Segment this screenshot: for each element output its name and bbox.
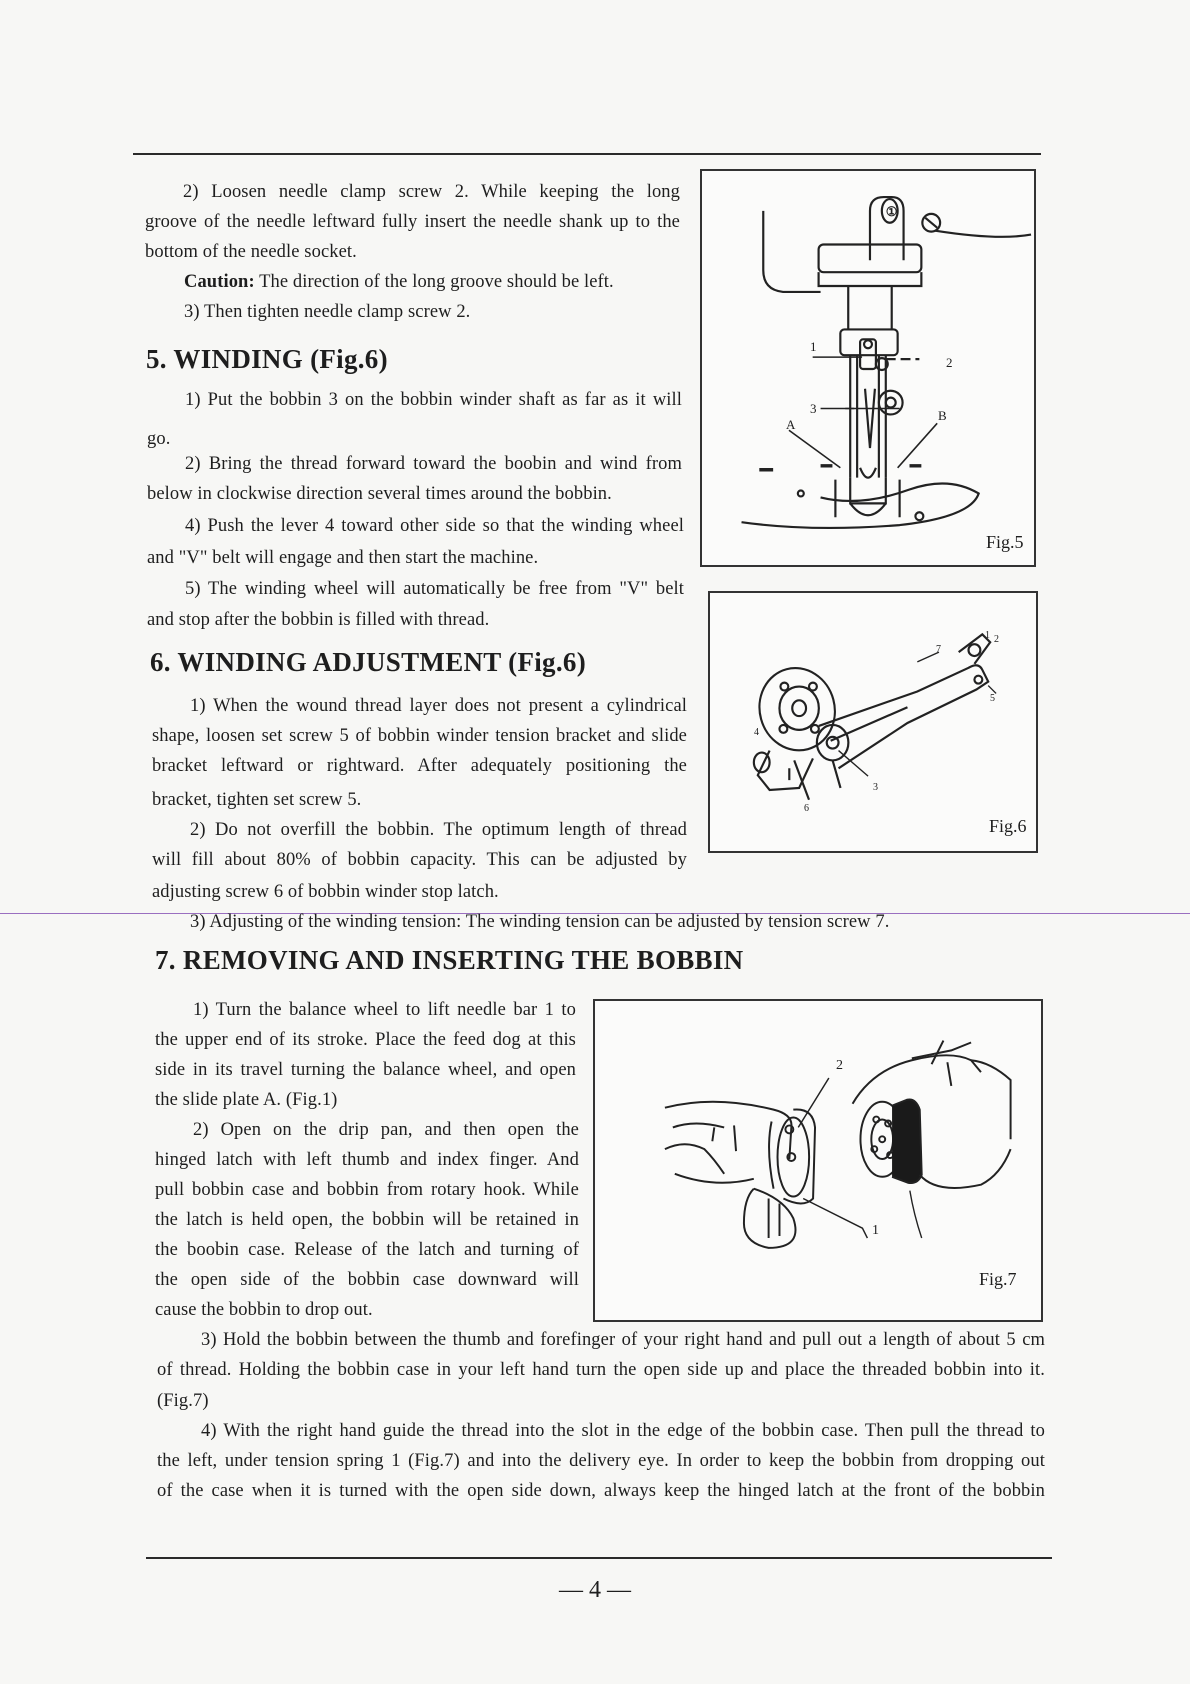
fig7-caption: Fig.7	[979, 1269, 1017, 1289]
fig6-label-2: 2	[994, 634, 999, 645]
top-rule	[133, 153, 1041, 155]
section-5-body	[147, 605, 489, 635]
text-line: 1) Put the bobbin 3 on the bobbin winder shaft as far as it will	[185, 390, 682, 410]
fig6-label-7: 7	[936, 644, 941, 655]
section-6-body	[152, 691, 687, 781]
text-line: the open side of the bobbin case downward will	[155, 1270, 579, 1290]
section-5-body	[147, 543, 538, 573]
bottom-rule	[146, 1557, 1052, 1559]
section-6-heading: 6. WINDING ADJUSTMENT (Fig.6)	[150, 647, 586, 677]
text-line: of thread. Holding the bobbin case in your left hand turn the open side up and place the threaded bobbin into it.	[157, 1360, 1045, 1380]
text-line: cause the bobbin to drop out.	[155, 1300, 373, 1320]
text-line: of the case when it is turned with the open side down, always keep the hinged latch at the front of the bobbin	[157, 1481, 1045, 1501]
text-line: side in its travel turning the balance wheel, and open	[155, 1060, 576, 1080]
text-line: below in clockwise direction several times around the bobbin.	[147, 484, 612, 504]
fig6-label-4: 4	[754, 727, 759, 738]
needle-clamp-illustration	[702, 171, 1034, 565]
caution-label: Caution:	[184, 272, 255, 292]
figure-5-needle-clamp	[700, 169, 1036, 567]
section-6-body	[190, 907, 889, 937]
text-line: 1) Turn the balance wheel to lift needle bar 1 to	[193, 1000, 576, 1020]
text-line: 2) Bring the thread forward toward the boobin and wind from	[185, 454, 682, 474]
fig6-caption: Fig.6	[989, 816, 1027, 836]
section-7-body	[155, 1115, 579, 1295]
text-line: will fill about 80% of bobbin capacity. This can be adjusted by	[152, 850, 687, 870]
text-line: 2) Loosen needle clamp screw 2. While keeping the long	[183, 182, 680, 202]
section-7-body	[155, 1295, 373, 1325]
fig7-label-1: 1	[872, 1223, 879, 1238]
text-line: the left, under tension spring 1 (Fig.7) and into the delivery eye. In order to keep the bobbin from dropping out	[157, 1451, 1045, 1471]
caution-note	[184, 267, 614, 297]
section-5-heading: 5. WINDING (Fig.6)	[146, 344, 388, 374]
section-5-line	[147, 385, 682, 415]
text-line: shape, loosen set screw 5 of bobbin winder tension bracket and slide	[152, 726, 687, 746]
needle-clamp-step-3	[184, 297, 470, 327]
fig5-label-a: A	[786, 417, 796, 432]
svg-text:①: ①	[885, 203, 898, 219]
text-line: 5) The winding wheel will automatically be free from "V" belt	[185, 579, 684, 599]
section-7-heading: 7. REMOVING AND INSERTING THE BOBBIN	[155, 945, 744, 975]
text-line: 3) Then tighten needle clamp screw 2.	[184, 302, 471, 322]
text-line: the upper end of its stroke. Place the feed dog at this	[155, 1030, 576, 1050]
fig5-label-2: 2	[946, 355, 953, 370]
text-line: the slide plate A. (Fig.1)	[155, 1090, 338, 1110]
text-line: and "V" belt will engage and then start the machine.	[147, 548, 539, 568]
section-7-wide-body	[157, 1386, 209, 1416]
section-6-body	[152, 877, 499, 907]
text-line: groove of the needle leftward fully insert the needle shank up to the	[145, 212, 680, 232]
text-line: hinged latch with left thumb and index finger. And	[155, 1150, 579, 1170]
needle-clamp-step-2-end	[145, 237, 357, 267]
text-line: 2) Open on the drip pan, and then open the	[193, 1120, 579, 1140]
caution-text: The direction of the long groove should be left.	[254, 272, 614, 292]
text-line: 3) Hold the bobbin between the thumb and forefinger of your right hand and pull out a length of about 5 cm	[201, 1330, 1045, 1350]
fig6-label-3: 3	[873, 782, 878, 793]
bobbin-insertion-illustration	[595, 1001, 1041, 1320]
fig5-label-b: B	[938, 408, 947, 423]
text-line: adjusting screw 6 of bobbin winder stop latch.	[152, 882, 499, 902]
page-number: — 4 —	[559, 1577, 631, 1603]
section-7-body	[155, 995, 576, 1085]
text-line: go.	[147, 429, 171, 449]
text-line: pull bobbin case and bobbin from rotary hook. While	[155, 1180, 579, 1200]
text-line: and stop after the bobbin is filled with thread.	[147, 610, 490, 630]
text-line: 2) Do not overfill the bobbin. The optimum length of thread	[190, 820, 687, 840]
figure-7-bobbin-insertion	[593, 999, 1043, 1322]
text-line: the boobin case. Release of the latch and turning of	[155, 1240, 579, 1260]
section-7-wide-body	[157, 1416, 1045, 1506]
section-5-body	[147, 479, 612, 509]
fig6-label-1: 1	[985, 630, 990, 641]
text-line: bracket leftward or rightward. After adequately positioning the	[152, 756, 687, 776]
fig6-label-5: 5	[990, 693, 995, 704]
fig7-label-2: 2	[836, 1058, 843, 1073]
section-7-body	[155, 1085, 337, 1115]
text-line: 1) When the wound thread layer does not present a cylindrical	[190, 696, 687, 716]
text-line: the latch is held open, the bobbin will be retained in	[155, 1210, 579, 1230]
text-line: 3) Adjusting of the winding tension: The winding tension can be adjusted by tension screw 7.	[190, 912, 890, 932]
section-5-body	[147, 511, 684, 541]
figure-6-bobbin-winder	[708, 591, 1038, 853]
text-line: 4) Push the lever 4 toward other side so that the winding wheel	[185, 516, 684, 536]
fig5-label-1: 1	[810, 339, 817, 354]
section-7-wide-body	[157, 1325, 1045, 1385]
text-line: bracket, tighten set screw 5.	[152, 790, 362, 810]
needle-clamp-step-2	[145, 177, 680, 237]
section-5-body	[147, 574, 684, 604]
text-line: bottom of the needle socket.	[145, 242, 357, 262]
fig6-label-6: 6	[804, 803, 809, 814]
fig5-label-3: 3	[810, 401, 817, 416]
section-5-body	[147, 449, 682, 479]
text-line: (Fig.7)	[157, 1391, 209, 1411]
section-6-body	[152, 815, 687, 875]
text-line: 4) With the right hand guide the thread into the slot in the edge of the bobbin case. Then pull the thread to	[201, 1421, 1045, 1441]
fig5-caption: Fig.5	[986, 532, 1024, 552]
section-6-body	[152, 785, 361, 815]
